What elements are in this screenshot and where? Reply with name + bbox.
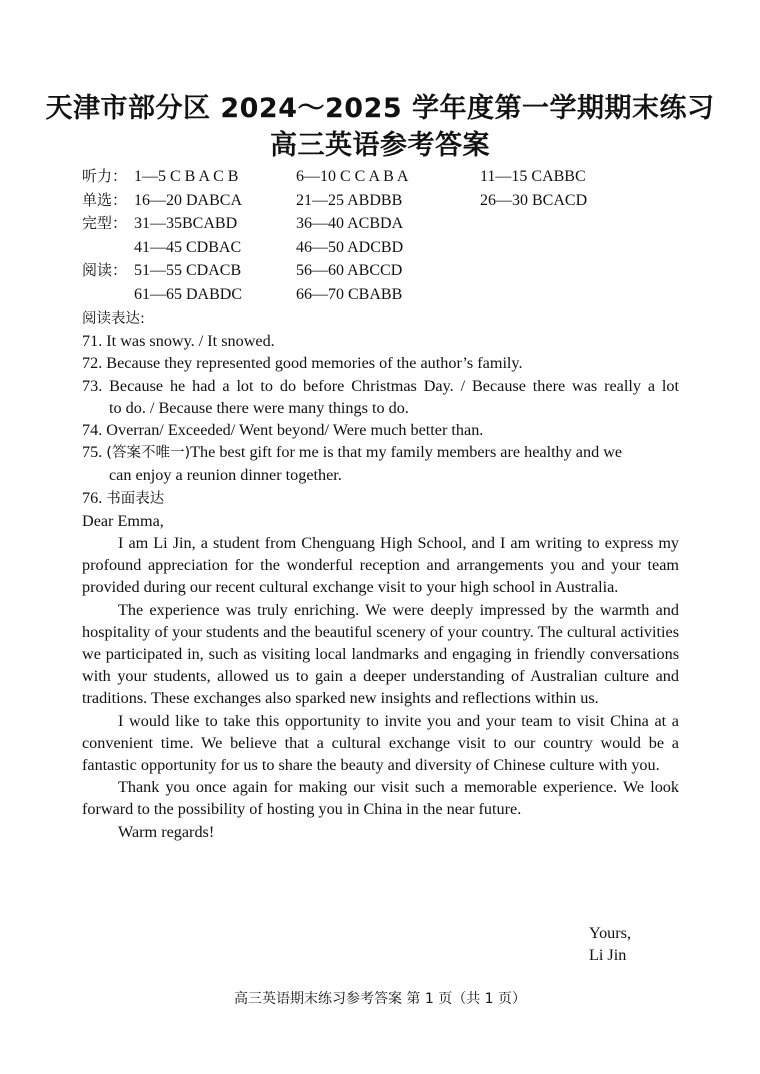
answer-group: 26—30 BCACD bbox=[480, 191, 588, 209]
answer-75-note: (答案不唯一) bbox=[106, 445, 191, 462]
answer-75-number: 75. bbox=[82, 443, 107, 462]
answer-group: 21—25 ABDBB bbox=[296, 191, 403, 209]
answer-group: 31—35BCABD bbox=[134, 215, 238, 233]
answer-group: 6—10 C C A B A bbox=[296, 168, 409, 185]
answer-group: 61—65 DABDC bbox=[134, 285, 243, 303]
answer-71: 71. It was snowy. / It snowed. bbox=[82, 332, 275, 351]
answer-group: 51—55 CDACB bbox=[134, 262, 242, 280]
letter-signature: Li Jin bbox=[589, 946, 627, 964]
section-label: 单选： bbox=[82, 190, 128, 209]
answer-73-line-2: to do. / Because there were many things to do. bbox=[109, 398, 409, 417]
letter-paragraph-3: I would like to take this opportunity to invite you and your team to visit China at a convenient time. We believe that a cultural exchange visit to our country would be a fantastic opportunity for us to share the beauty and diversity of Chinese culture with you. bbox=[82, 711, 679, 775]
answer-75-line-2: can enjoy a reunion dinner together. bbox=[109, 466, 342, 485]
section-label: 阅读： bbox=[82, 261, 128, 280]
letter-yours: Yours, bbox=[589, 924, 631, 942]
writing-number: 76. bbox=[82, 488, 103, 507]
writing-heading-label: 书面表达 bbox=[106, 490, 165, 507]
page-title: 天津市部分区 2024～2025 学年度第一学期期末练习 bbox=[45, 93, 715, 124]
answer-group: 66—70 CBABB bbox=[296, 285, 403, 303]
answer-group: 16—20 DABCA bbox=[134, 191, 243, 209]
answer-73-line-1: 73. Because he had a lot to do before Christmas Day. / Because there was really a lot bbox=[82, 376, 679, 395]
writing-heading bbox=[82, 487, 679, 510]
letter-paragraph-4: Thank you once again for making our visit such a memorable experience. We look forward to the possibility of hosting you in China in the near future. bbox=[82, 778, 679, 819]
answer-body bbox=[82, 308, 679, 843]
section-label: 完型： bbox=[82, 214, 128, 233]
answer-group: 1—5 C B A C B bbox=[134, 168, 239, 185]
reading-expression-heading: 阅读表达: bbox=[82, 311, 145, 327]
answer-group: 46—50 ADCBD bbox=[296, 238, 404, 256]
letter-paragraph-2: The experience was truly enriching. We were deeply impressed by the warmth and hospitality of your students and the beautiful scenery of your country. The cultural activities we participated in, such as visiting local landmarks and engaging in friendly conversations with your students, allowed us to gain a deeper understanding of Australian culture and traditions. These exchanges also sparked new insights and reflections within us. bbox=[82, 600, 679, 708]
answer-72: 72. Because they represented good memories of the author’s family. bbox=[82, 354, 523, 373]
answer-75-text: The best gift for me is that my family members are healthy and we bbox=[190, 443, 623, 462]
answer-group: 56—60 ABCCD bbox=[296, 262, 403, 280]
letter-closing: Warm regards! bbox=[118, 822, 215, 841]
letter-greeting: Dear Emma, bbox=[82, 511, 164, 530]
answer-group: 11—15 CABBC bbox=[480, 168, 586, 185]
answer-74: 74. Overran/ Exceeded/ Went beyond/ Were much better than. bbox=[82, 421, 484, 440]
letter-paragraph-1: I am Li Jin, a student from Chenguang High School, and I am writing to express my profound appreciation for the wonderful reception and arrangements you and your team provided during our recent cultural exchange visit to your high school in Australia. bbox=[82, 534, 679, 597]
answer-group: 41—45 CDBAC bbox=[134, 238, 242, 256]
page-subtitle: 高三英语参考答案 bbox=[270, 130, 490, 161]
answer-75-line-1 bbox=[82, 441, 679, 464]
page-footer: 高三英语期末练习参考答案 第 1 页（共 1 页） bbox=[233, 991, 527, 1007]
answer-group: 36—40 ACBDA bbox=[296, 215, 404, 233]
section-label: 听力： bbox=[82, 167, 128, 185]
